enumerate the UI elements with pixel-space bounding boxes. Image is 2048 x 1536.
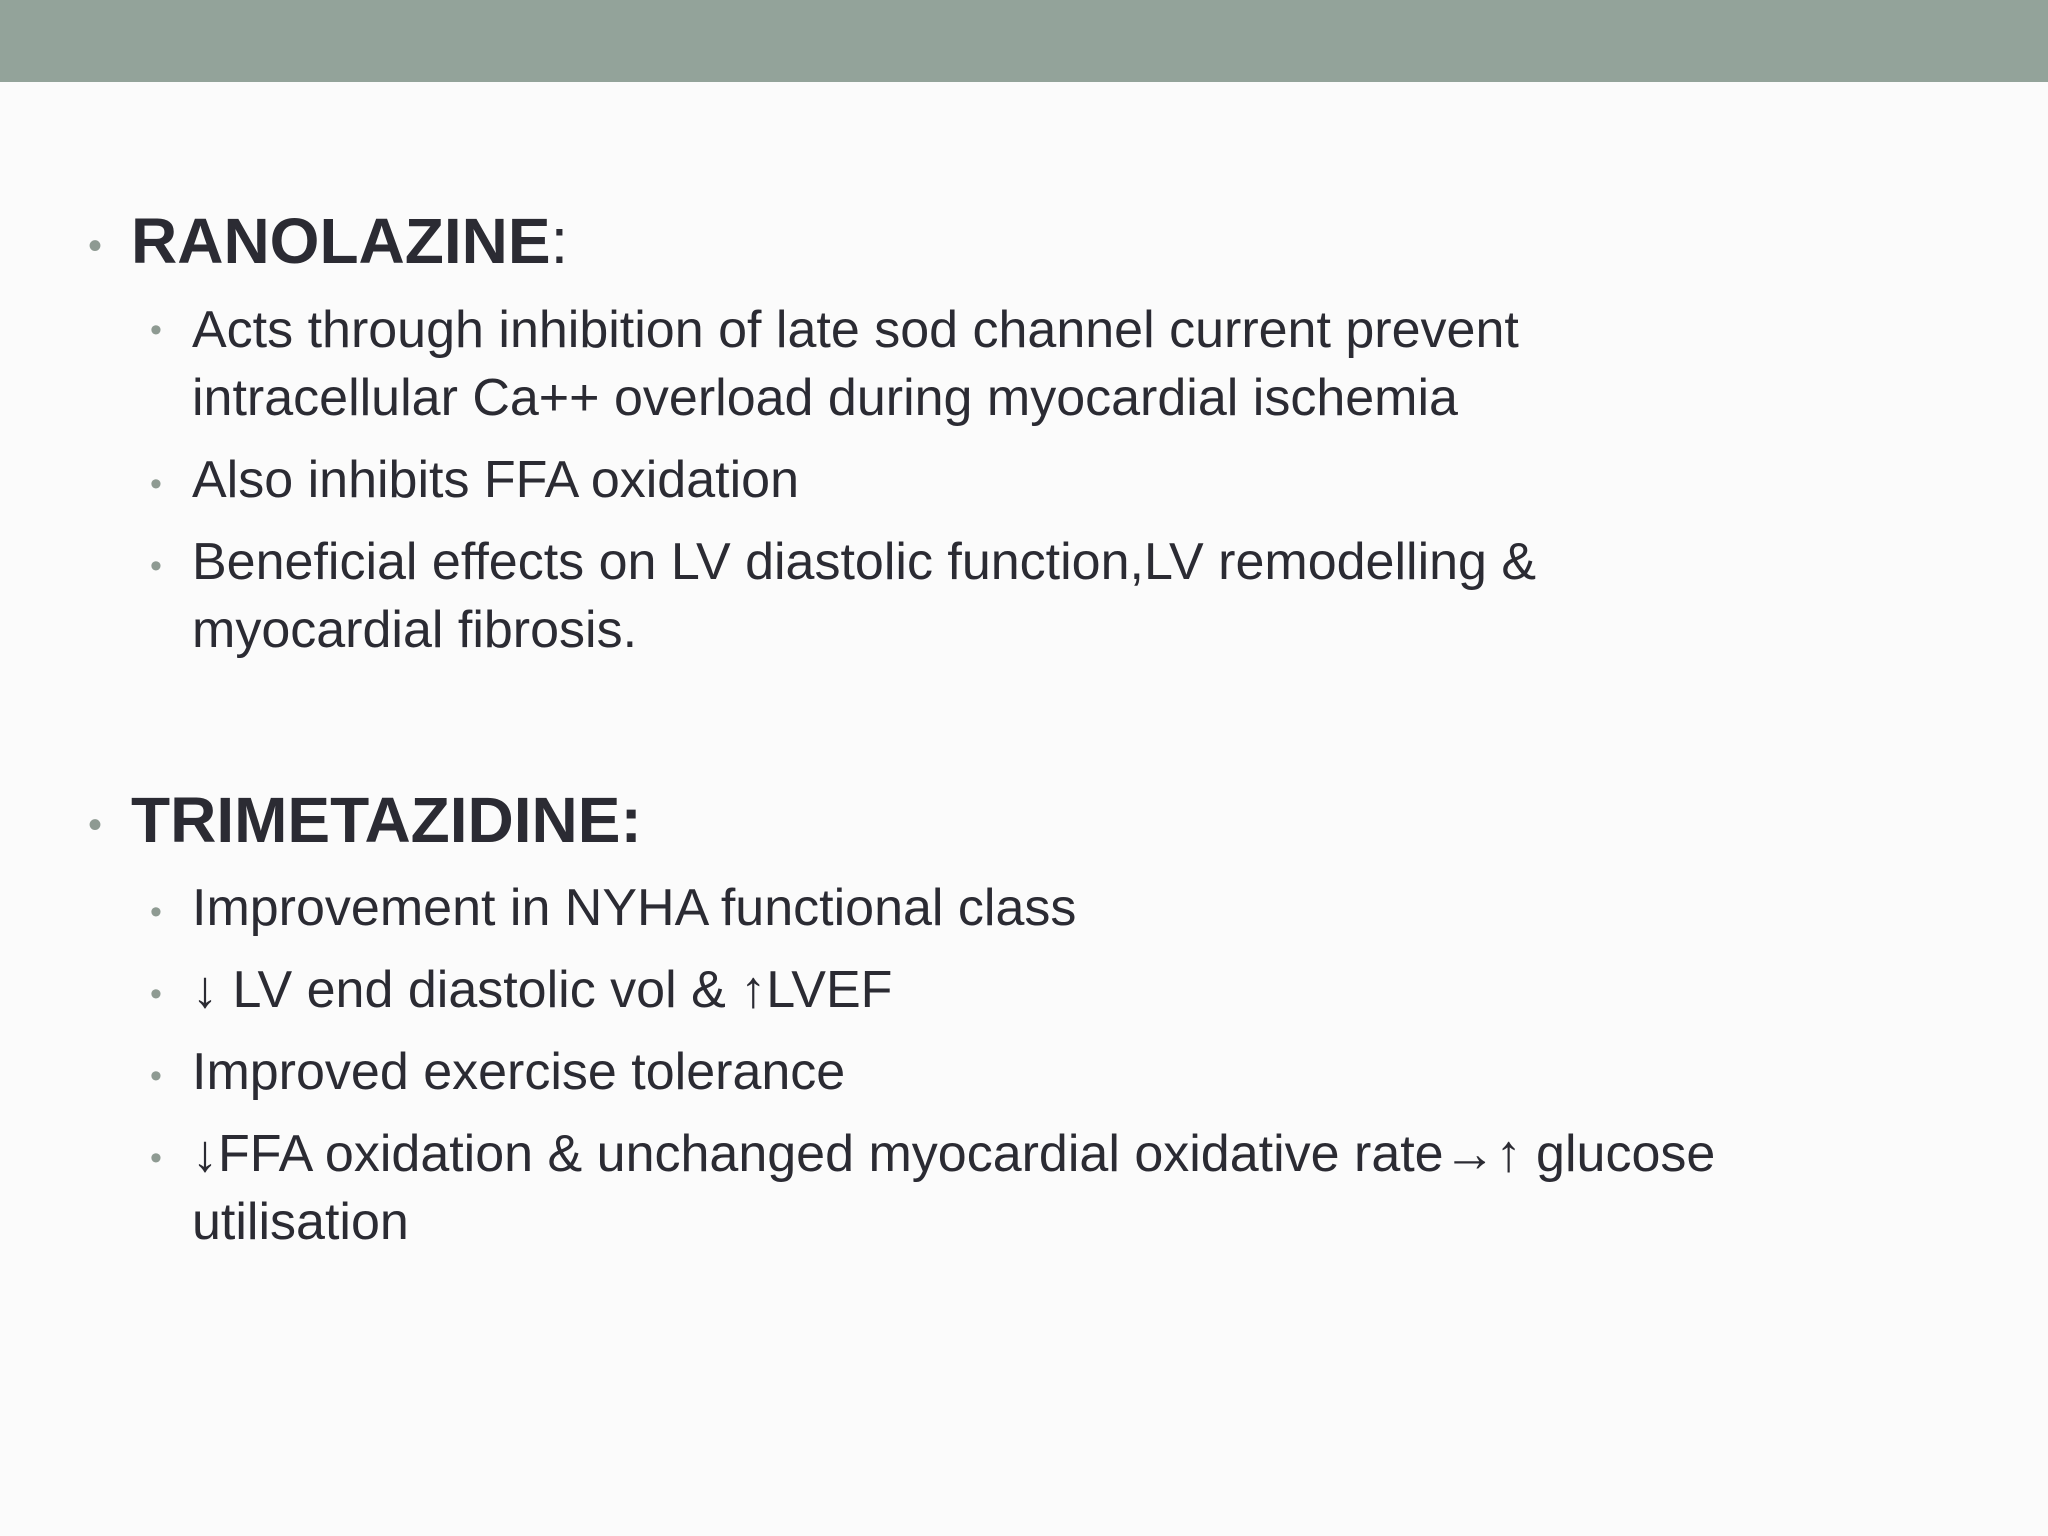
- item-bullet: •: [150, 1139, 162, 1177]
- heading-colon: :: [620, 784, 642, 856]
- list-item: [192, 1120, 1715, 1256]
- list-item: [192, 446, 799, 514]
- list-item-line: Acts through inhibition of late sod channel current prevent: [192, 301, 1519, 359]
- list-item-line: Also inhibits FFA oxidation: [192, 451, 799, 509]
- list-item-line: utilisation: [192, 1193, 409, 1251]
- item-bullet: •: [150, 975, 162, 1013]
- list-item-line: ↓ LV end diastolic vol & ↑LVEF: [192, 961, 893, 1019]
- list-item-line: Improved exercise tolerance: [192, 1043, 846, 1101]
- section-heading-text: TRIMETAZIDINE: [131, 784, 621, 856]
- item-bullet: •: [150, 311, 162, 349]
- list-item: [192, 874, 1076, 942]
- section-bullet: •: [88, 224, 103, 268]
- list-item: [192, 296, 1519, 432]
- item-bullet: •: [150, 1057, 162, 1095]
- list-item-line: myocardial fibrosis.: [192, 601, 638, 659]
- section-heading-trimetazidine: [131, 784, 642, 856]
- list-item: [192, 956, 892, 1024]
- list-item-line: Beneficial effects on LV diastolic function,LV remodelling &: [192, 533, 1537, 591]
- section-heading-text: RANOLAZINE: [131, 205, 551, 277]
- list-item-line: intracellular Ca++ overload during myocardial ischemia: [192, 369, 1458, 427]
- list-item-line: ↓FFA oxidation & unchanged myocardial oxidative rate→↑ glucose: [192, 1125, 1716, 1183]
- list-item: [192, 1038, 845, 1106]
- list-item-line: Improvement in NYHA functional class: [192, 879, 1077, 937]
- item-bullet: •: [150, 893, 162, 931]
- section-heading-ranolazine: [131, 205, 568, 277]
- item-bullet: •: [150, 465, 162, 503]
- list-item: [192, 528, 1536, 664]
- section-bullet: •: [88, 803, 103, 847]
- item-bullet: •: [150, 547, 162, 585]
- heading-colon: :: [550, 205, 569, 277]
